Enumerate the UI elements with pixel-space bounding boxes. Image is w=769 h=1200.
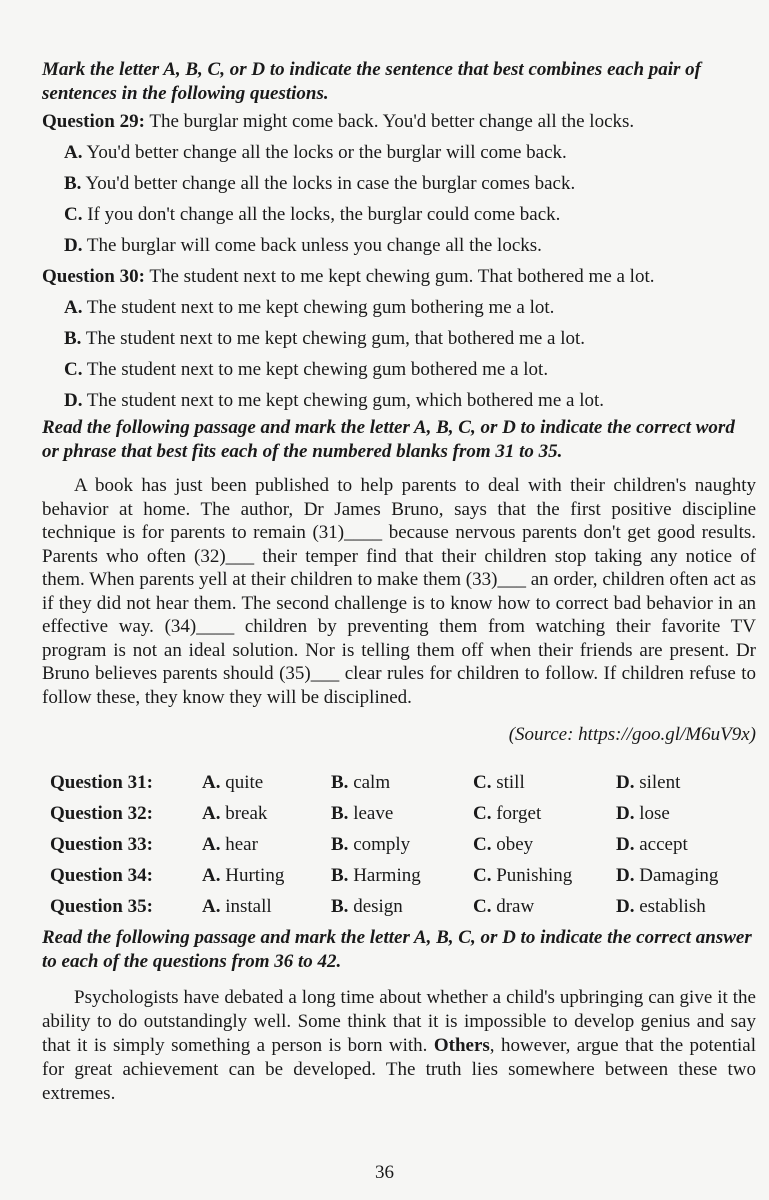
option-text: hear: [225, 833, 258, 855]
answer-option-a: [202, 829, 331, 860]
answer-option-c: [473, 829, 616, 860]
option-text: design: [353, 895, 403, 917]
option-30a: [64, 292, 756, 323]
option-letter: A.: [202, 771, 221, 793]
option-text: install: [225, 895, 272, 917]
option-letter: C.: [473, 833, 492, 855]
answer-option-b: [331, 860, 473, 891]
option-text: The student next to me kept chewing gum, which bothered me a lot.: [86, 390, 604, 411]
option-letter: A.: [202, 802, 221, 824]
option-letter: D.: [64, 390, 83, 411]
option-text: Harming: [353, 864, 421, 886]
option-29c: [64, 199, 756, 230]
answer-row: [50, 891, 756, 922]
option-letter: C.: [473, 895, 492, 917]
option-29b: [64, 168, 756, 199]
option-text: The student next to me kept chewing gum bothering me a lot.: [86, 297, 555, 318]
option-letter: D.: [64, 235, 83, 256]
option-letter: C.: [64, 204, 83, 225]
option-text: The student next to me kept chewing gum bothered me a lot.: [86, 359, 549, 380]
passage-cloze: A book has just been published to help parents to deal with their children's naughty behavior at home. The author, Dr James Bruno, says that the first positive discipline technique is for parents to remain (31)____ because nervous parents don't get good results. Parents who often (32)___ their temper find that their children stop taking any notice of them. When parents yell at their children to make them (33)___ an order, children often act as if they did not hear them. The second challenge is to know how to correct bad behavior in an effective way. (34)____ children by preventing them from watching their favorite TV program is not an ideal solution. Nor is telling them off when their friends are present. Dr Bruno believes parents should (35)___ clear rules for children to follow. If children refuse to follow these, they know they will be disciplined.: [42, 475, 756, 708]
option-letter: D.: [616, 833, 635, 855]
option-letter: D.: [616, 771, 635, 793]
option-letter: B.: [331, 864, 349, 886]
passage-text: , however, argue that the potential for great achievement can be developed. The truth lies somewhere between these two extremes.: [42, 1035, 757, 1104]
option-letter: C.: [473, 802, 492, 824]
option-text: obey: [496, 833, 534, 855]
answer-option-d: [616, 798, 756, 829]
answer-option-b: [331, 891, 473, 922]
question-stem: The student next to me kept chewing gum. That bothered me a lot.: [149, 266, 655, 287]
answer-option-d: [616, 891, 756, 922]
question-30: [42, 261, 756, 292]
option-letter: B.: [331, 895, 349, 917]
option-letter: C.: [473, 864, 492, 886]
option-letter: B.: [331, 771, 349, 793]
answer-choices-table: [50, 767, 756, 922]
option-letter: B.: [64, 173, 82, 194]
option-29d: [64, 230, 756, 261]
answer-option-a: [202, 891, 331, 922]
option-letter: A.: [64, 297, 83, 318]
instruction-reading: Read the following passage and mark the letter A, B, C, or D to indicate the correct answer to each of the questions from 36 to 42.: [42, 927, 752, 972]
option-letter: D.: [616, 895, 635, 917]
option-letter: A.: [202, 895, 221, 917]
answer-option-c: [473, 767, 616, 798]
passage-text: Psychologists have debated a long time about whether a child's upbringing can give it the ability to do outstandingly well. Some think that it is impossible to develop genius and say that it is simply something a person is born with.: [42, 987, 756, 1056]
option-text: break: [225, 802, 268, 824]
question-label: Question 30:: [42, 266, 145, 287]
answer-option-d: [616, 767, 756, 798]
option-text: The student next to me kept chewing gum, that bothered me a lot.: [85, 328, 586, 349]
answer-row: [50, 860, 756, 891]
option-text: Damaging: [639, 864, 719, 886]
option-text: forget: [496, 802, 542, 824]
option-text: establish: [639, 895, 706, 917]
option-30d: [64, 385, 756, 416]
page-number: 36: [375, 1162, 394, 1183]
option-text: You'd better change all the locks in case the burglar comes back.: [85, 173, 576, 194]
option-text: silent: [639, 771, 681, 793]
option-letter: C.: [473, 771, 492, 793]
option-text: comply: [353, 833, 411, 855]
option-letter: B.: [64, 328, 82, 349]
instruction-blanks: Read the following passage and mark the letter A, B, C, or D to indicate the correct word or phrase that best fits each of the numbered blanks from 31 to 35.: [42, 417, 735, 462]
answer-option-d: [616, 860, 756, 891]
answer-question-label: Question 34:: [50, 864, 153, 886]
answer-row: [50, 767, 756, 798]
option-text: The burglar will come back unless you change all the locks.: [86, 235, 542, 256]
option-letter: D.: [616, 864, 635, 886]
answer-question-label: Question 33:: [50, 833, 153, 855]
option-letter: B.: [331, 802, 349, 824]
answer-option-c: [473, 798, 616, 829]
answer-question-label: Question 32:: [50, 802, 153, 824]
answer-row: [50, 798, 756, 829]
option-text: Hurting: [225, 864, 285, 886]
answer-option-c: [473, 860, 616, 891]
option-29a: [64, 137, 756, 168]
question-stem: The burglar might come back. You'd better change all the locks.: [149, 111, 635, 132]
answer-option-b: [331, 798, 473, 829]
answer-option-c: [473, 891, 616, 922]
option-text: If you don't change all the locks, the burglar could come back.: [87, 204, 561, 225]
answer-question-label: Question 31:: [50, 771, 153, 793]
passage-reading: [42, 986, 756, 1106]
option-letter: A.: [202, 864, 221, 886]
answer-row: [50, 829, 756, 860]
document-page: [42, 58, 756, 1106]
option-text: Punishing: [496, 864, 573, 886]
option-letter: B.: [331, 833, 349, 855]
answer-option-a: [202, 798, 331, 829]
option-30c: [64, 354, 756, 385]
option-text: leave: [353, 802, 394, 824]
option-text: still: [496, 771, 525, 793]
option-text: accept: [639, 833, 688, 855]
option-text: You'd better change all the locks or the burglar will come back.: [86, 142, 567, 163]
option-text: calm: [353, 771, 391, 793]
passage-bold-word: Others: [433, 1035, 490, 1056]
option-letter: A.: [64, 142, 83, 163]
answer-question-label: Question 35:: [50, 895, 153, 917]
option-30b: [64, 323, 756, 354]
option-letter: C.: [64, 359, 83, 380]
answer-option-a: [202, 767, 331, 798]
answer-option-b: [331, 767, 473, 798]
instruction-combine: Mark the letter A, B, C, or D to indicate the sentence that best combines each pair of sentences in the following questions.: [42, 59, 702, 104]
question-29: [42, 106, 756, 137]
answer-option-d: [616, 829, 756, 860]
option-text: lose: [639, 802, 670, 824]
answer-option-a: [202, 860, 331, 891]
source-citation: (Source: https://goo.gl/M6uV9x): [508, 724, 756, 745]
option-letter: D.: [616, 802, 635, 824]
option-text: draw: [496, 895, 535, 917]
question-label: Question 29:: [42, 111, 145, 132]
answer-option-b: [331, 829, 473, 860]
option-text: quite: [225, 771, 264, 793]
option-letter: A.: [202, 833, 221, 855]
